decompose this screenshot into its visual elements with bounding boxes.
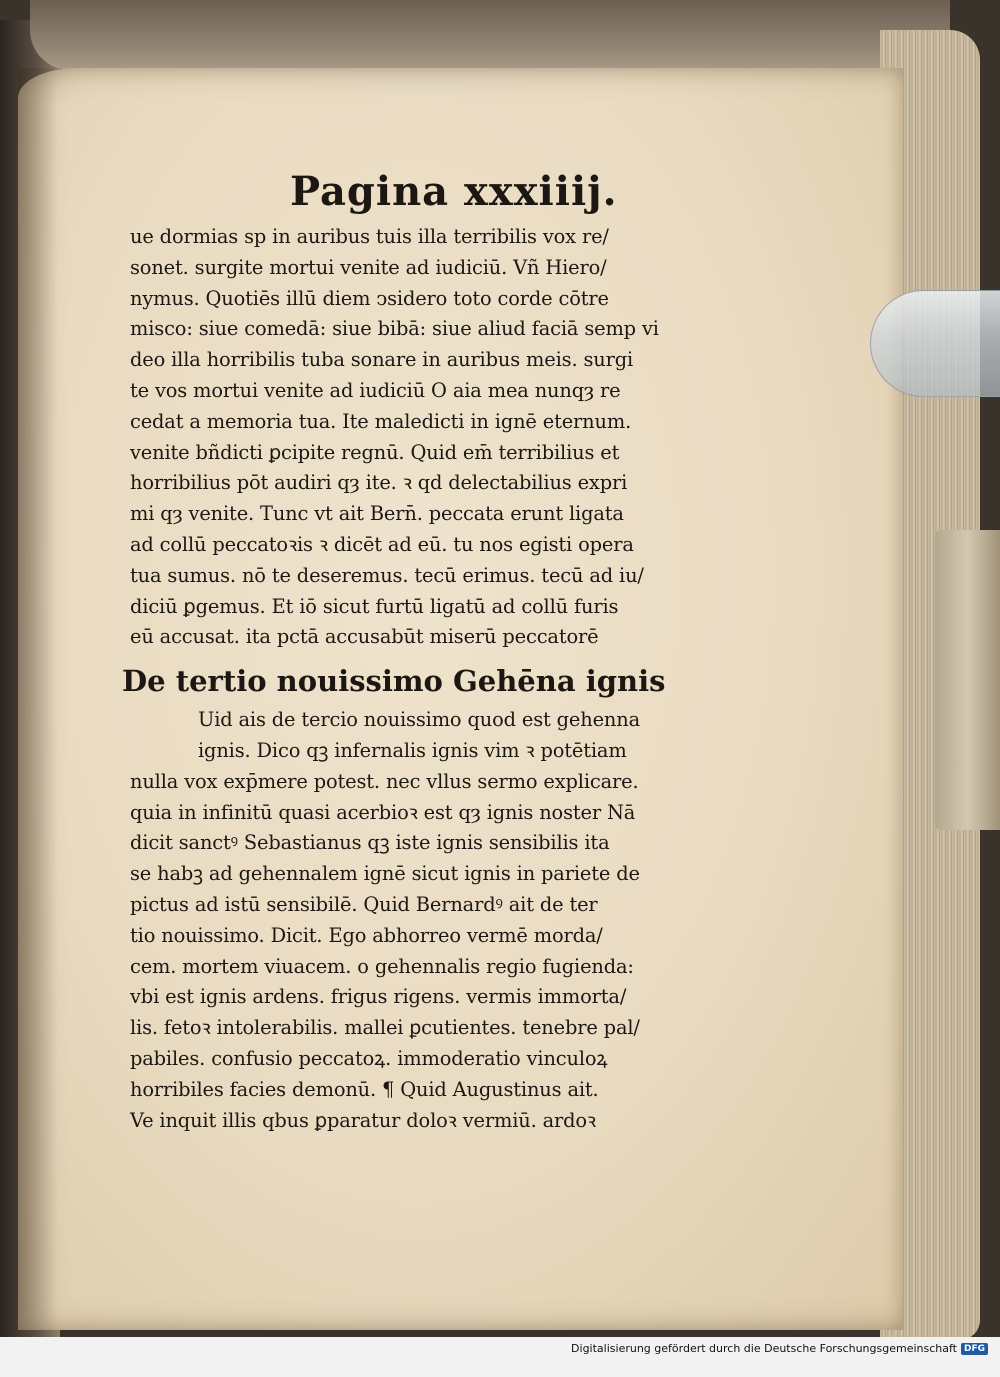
text-line: ignis. Dico qꝫ infernalis ignis vim ꝛ potētiam xyxy=(198,738,627,762)
dfg-logo-icon: DFG xyxy=(961,1343,988,1355)
credit-text: Digitalisierung gefördert durch die Deutsche Forschungsgemeinschaft xyxy=(571,1342,957,1355)
text-line: ad collū peccatoꝛis ꝛ dicēt ad eū. tu nos egisti opera xyxy=(130,532,634,556)
text-line: te vos mortui venite ad iudiciū O aia mea nunqȝ re xyxy=(130,378,621,402)
text-line: eū accusat. ita pctā accusabūt miserū peccatorē xyxy=(130,625,599,649)
running-head: Pagina xxxiiij. xyxy=(290,168,618,215)
text-line: tio nouissimo. Dicit. Ego abhorreo vermē morda/ xyxy=(130,923,603,947)
text-line: sonet. surgite mortui venite ad iudiciū. Vñ Hiero/ xyxy=(130,255,607,279)
text-line: Uid ais de tercio nouissimo quod est gehenna xyxy=(198,708,640,732)
book-clasp xyxy=(935,530,1000,830)
text-line: Ve inquit illis qbus ꝑparatur doloꝛ vermiū. ardoꝛ xyxy=(130,1108,596,1132)
text-line: horribiles facies demonū. ¶ Quid Augustinus ait. xyxy=(130,1077,599,1101)
gutter-shadow xyxy=(18,68,58,1330)
text-line: nymus. Quotiēs illū diem ↄsidero toto corde cōtre xyxy=(130,286,609,310)
chapter-heading: De tertio nouissimo Gehēna ignis xyxy=(122,664,666,699)
text-line: mi qȝ venite. Tunc vt ait Bern̄. peccata erunt ligata xyxy=(130,502,624,526)
second-section xyxy=(130,705,730,1136)
text-line: pictus ad istū sensibilē. Quid Bernardꝰ ait de ter xyxy=(130,892,598,916)
text-line: tua sumus. nō te deseremus. tecū erimus. tecū ad iu/ xyxy=(130,563,644,587)
text-line: deo illa horribilis tuba sonare in auribus meis. surgi xyxy=(130,348,634,372)
first-section xyxy=(130,222,730,653)
text-line: cem. mortem viuacem. o gehennalis regio fugienda: xyxy=(130,954,634,978)
text-line: vbi est ignis ardens. frigus rigens. vermis immorta/ xyxy=(130,985,627,1009)
text-line: dicit sanctꝰ Sebastianus qꝫ iste ignis sensibilis ita xyxy=(130,831,610,855)
printed-text-block xyxy=(122,162,730,1136)
text-line: pabiles. confusio peccatoꝝ. immoderatio vinculoꝝ xyxy=(130,1046,608,1070)
text-line: horribilius pōt audiri qȝ ite. ꝛ qd delectabilius expri xyxy=(130,471,628,495)
text-line: misco: siue comedā: siue bibā: siue aliud faciā semp vi xyxy=(130,317,659,341)
book-cover-edge xyxy=(30,0,950,70)
text-line: se habꝫ ad gehennalem ignē sicut ignis in pariete de xyxy=(130,862,640,886)
text-line: diciū ꝑgemus. Et iō sicut furtū ligatū ad collū furis xyxy=(130,594,619,618)
text-line: ue dormias sp in auribus tuis illa terribilis vox re/ xyxy=(130,225,609,248)
digitization-credit xyxy=(571,1342,988,1355)
glass-page-weight xyxy=(870,290,1000,397)
text-line: venite bñdicti ꝑcipite regnū. Quid em̄ terribilius et xyxy=(130,440,620,464)
text-line: lis. fetoꝛ intolerabilis. mallei ꝑcutientes. tenebre pal/ xyxy=(130,1016,640,1040)
text-line: nulla vox exp̄mere potest. nec vllus sermo explicare. xyxy=(130,769,639,793)
text-line: cedat a memoria tua. Ite maledicti in ignē eternum. xyxy=(130,409,632,433)
text-line: quia in infinitū quasi acerbioꝛ est qȝ ignis noster Nā xyxy=(130,800,636,824)
